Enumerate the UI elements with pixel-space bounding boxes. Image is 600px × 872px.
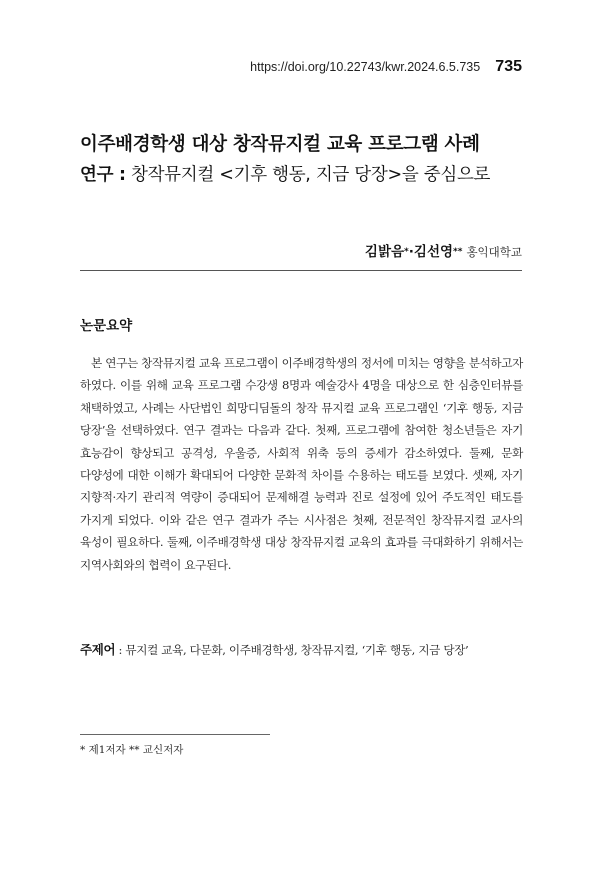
footnote: * 제1저자 ** 교신저자: [80, 744, 184, 756]
author-1-mark: *: [404, 247, 409, 257]
page-header: [250, 56, 522, 76]
abstract-heading: 논문요약: [80, 318, 133, 334]
title-subtitle: 창작뮤지컬 <기후 행동, 지금 당장>을 중심으로: [125, 165, 491, 185]
author-line: [365, 240, 522, 260]
affiliation: 홍익대학교: [466, 245, 522, 259]
author-2: 김선영: [413, 244, 454, 260]
keywords: [80, 640, 523, 658]
paper-title-line1: 이주배경학생 대상 창작뮤지컬 교육 프로그램 사례: [80, 134, 480, 155]
author-separator: ·: [408, 244, 414, 260]
footnote-divider: [80, 734, 270, 735]
keywords-text: 뮤지컬 교육, 다문화, 이주배경학생, 창작뮤지컬, ‘기후 행동, 지금 당장’: [125, 643, 469, 657]
paper-title-line2: [80, 161, 535, 186]
author-2-mark: **: [453, 247, 463, 257]
author-1: 김밝음: [364, 244, 405, 260]
abstract-body: 본 연구는 창작뮤지컬 교육 프로그램이 이주배경학생의 정서에 미치는 영향을 분석하고자 하였다. 이를 위해 교육 프로그램 수강생 8명과 예술강사 4명을 대상으로 한 심층인터뷰를 채택하였고, 사례는 사단법인 희망디딤돌의 창작 뮤지컬 교육 프로그램인 ‘기후 행동, 지금 당장’을 선택하였다. 연구 결과는 다음과 같다. 첫째, 프로그램에 참여한 청소년들은 자기 효능감이 향상되고 공격성, 우울증, 사회적 위축 등의 증세가 감소하였다. 둘째, 문화 다양성에 대한 이해가 확대되어 다양한 문화적 차이를 수용하는 태도를 보였다. 셋째, 자기 지향적·자기 관리적 역량이 증대되어 문제해결 능력과 진로 설정에 있어 주도적인 태도를 가지게 되었다. 이와 같은 연구 결과가 주는 시사점은 첫째, 전문적인 창작뮤지컬 교사의 육성이 필요하다. 둘째, 이주배경학생 대상 창작뮤지컬 교육의 효과를 극대화하기 위해서는 지역사회와의 협력이 요구된다.: [80, 356, 523, 572]
title-lead: 연구 :: [80, 165, 126, 185]
keywords-separator: :: [115, 643, 126, 657]
title-divider: [80, 270, 522, 271]
keywords-label: 주제어: [80, 642, 116, 657]
page-number: 735: [495, 58, 522, 75]
doi-link[interactable]: https://doi.org/10.22743/kwr.2024.6.5.735: [250, 60, 481, 74]
